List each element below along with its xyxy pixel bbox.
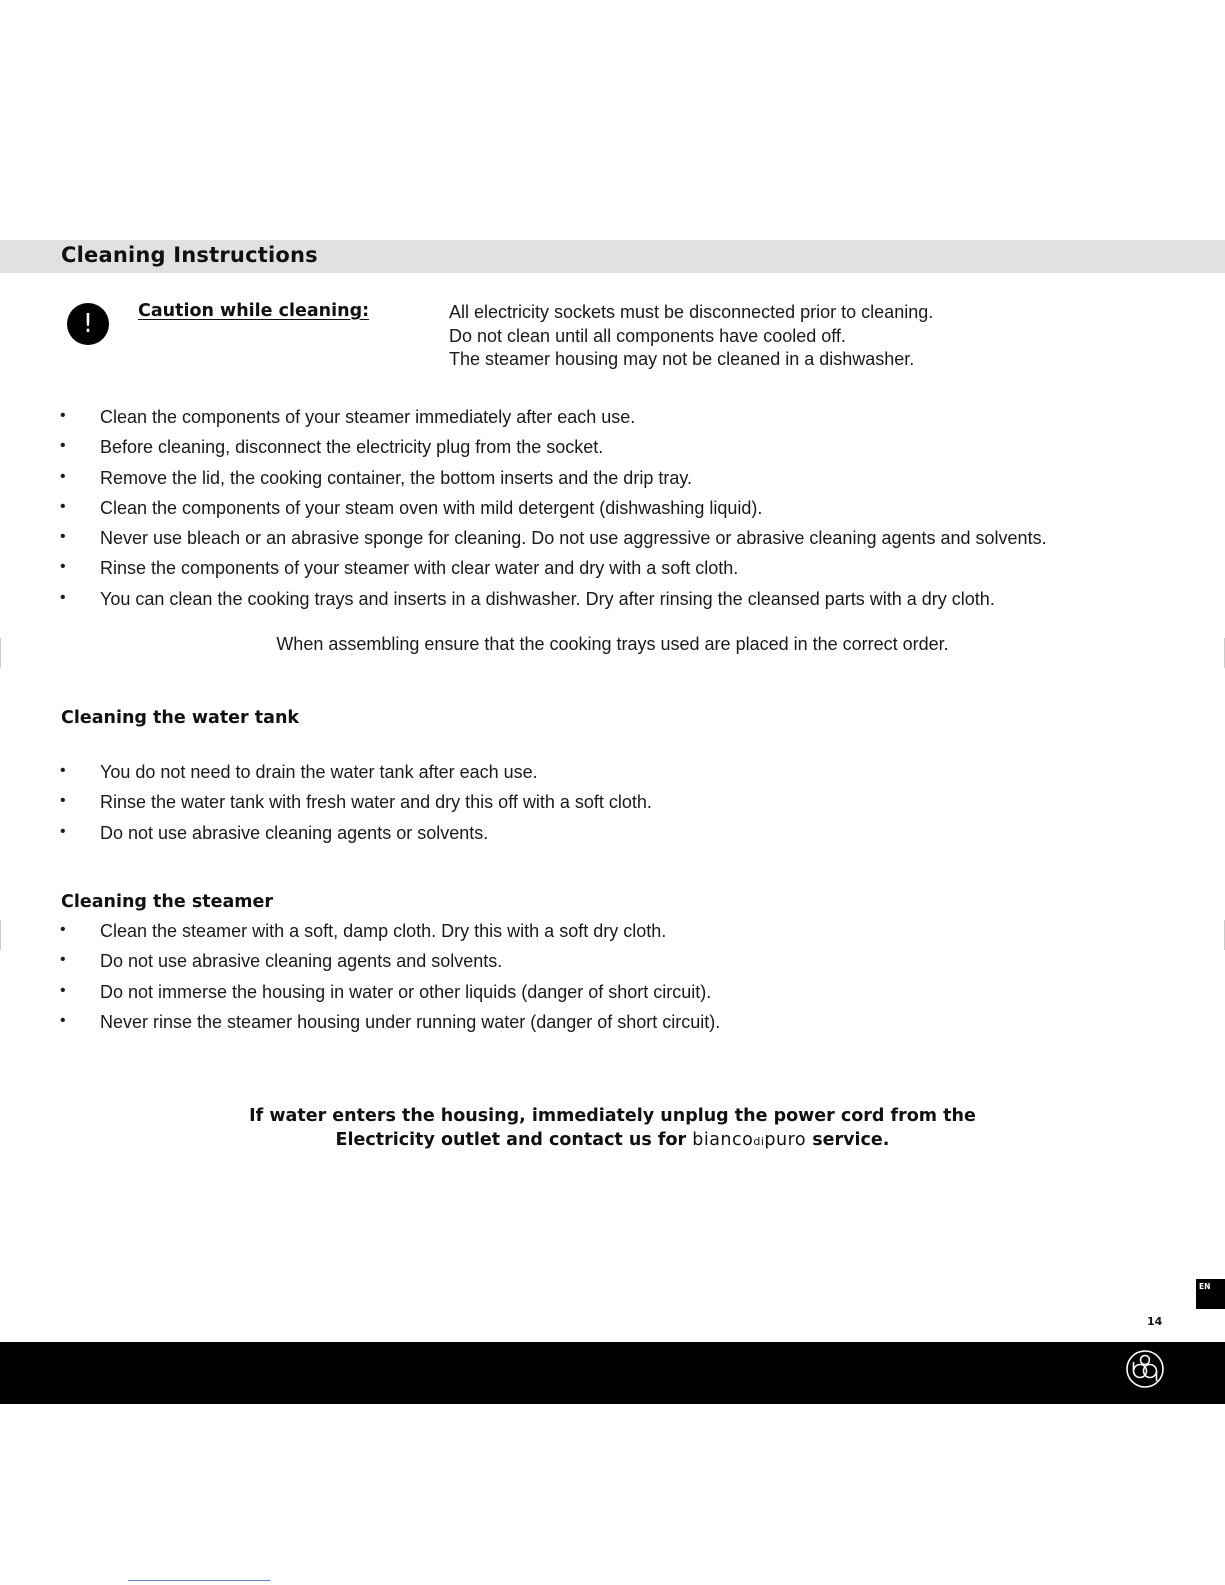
list-item-text: Do not use abrasive cleaning agents or solvents. (100, 822, 489, 843)
water-warning (0, 1105, 1225, 1153)
list-item-text: Before cleaning, disconnect the electricity plug from the socket. (100, 437, 604, 458)
list-item-text: Clean the steamer with a soft, damp cloth. Dry this with a soft dry cloth. (100, 921, 667, 941)
exclamation-glyph: ! (82, 309, 94, 339)
bullet-icon: • (60, 437, 66, 455)
caution-lines (449, 301, 933, 372)
list-item (60, 762, 652, 792)
bullet-icon: • (60, 407, 66, 424)
bullet-icon: • (60, 497, 66, 515)
list-item-text: Do not immerse the housing in water or other liquids (danger of short circuit). (100, 981, 712, 1002)
brand-part: bianco (692, 1129, 754, 1150)
list-item-text: Clean the components of your steam oven with mild detergent (dishwashing liquid). (100, 497, 763, 518)
list-item-text: Remove the lid, the cooking container, the bottom inserts and the drip tray. (100, 467, 692, 488)
section-title: Cleaning Instructions (61, 243, 318, 267)
list-item (60, 468, 1047, 498)
language-badge: EN (1196, 1279, 1225, 1309)
bullet-icon: • (60, 762, 66, 779)
bullet-icon: • (60, 981, 66, 999)
page-number: 14 (1147, 1315, 1163, 1328)
bianco-di-puro-logo-icon (1121, 1345, 1169, 1393)
list-item (60, 498, 1047, 528)
water-tank-heading: Cleaning the water tank (61, 708, 300, 728)
list-item-text: Rinse the components of your steamer with clear water and dry with a soft cloth. (100, 558, 739, 579)
list-item (60, 823, 652, 853)
caution-label: Caution while cleaning: (138, 301, 370, 321)
bullet-icon: • (60, 467, 66, 485)
assembly-note: When assembling ensure that the cooking trays used are placed in the correct order. (276, 634, 949, 654)
water-tank-steps-list (60, 762, 652, 853)
bullet-icon: • (60, 822, 66, 840)
bullet-icon: • (60, 792, 66, 810)
bullet-icon: • (60, 921, 66, 938)
list-item (60, 589, 1047, 619)
margin-tick (0, 920, 1, 950)
warning-line-1: If water enters the housing, immediately unplug the power cord from the (249, 1106, 976, 1126)
list-item-text: Never rinse the steamer housing under running water (danger of short circuit). (100, 1011, 721, 1032)
list-item (60, 1012, 720, 1042)
brand-part: di (753, 1134, 765, 1148)
steamer-steps-list (60, 921, 720, 1042)
list-item-text: Clean the components of your steamer immediately after each use. (100, 407, 636, 427)
list-item (60, 792, 652, 822)
list-item (60, 437, 1047, 467)
bullet-icon: • (60, 951, 66, 969)
list-item-text: Rinse the water tank with fresh water and dry this off with a soft cloth. (100, 792, 652, 813)
warning-text: Electricity outlet and contact us for (335, 1129, 687, 1150)
list-item (60, 951, 720, 981)
bottom-rule (128, 1580, 270, 1581)
list-item (60, 982, 720, 1012)
warning-line-2 (0, 1129, 1225, 1154)
list-item-text: Do not use abrasive cleaning agents and solvents. (100, 951, 503, 972)
list-item (60, 921, 720, 951)
bullet-icon: • (60, 1011, 66, 1029)
bullet-icon: • (60, 558, 66, 576)
caution-line: All electricity sockets must be disconnected prior to cleaning. (449, 302, 934, 322)
brand-part: puro (764, 1129, 807, 1150)
list-item (60, 407, 1047, 437)
list-item (60, 528, 1047, 558)
warning-text: service. (812, 1129, 890, 1150)
list-item (60, 558, 1047, 588)
margin-tick (0, 638, 1, 668)
bullet-icon: • (60, 528, 66, 546)
bullet-icon: • (60, 588, 66, 606)
caution-line: The steamer housing may not be cleaned in a dishwasher. (449, 349, 915, 369)
caution-line: Do not clean until all components have cooled off. (449, 325, 846, 346)
list-item-text: You do not need to drain the water tank after each use. (100, 762, 538, 782)
exclamation-icon (67, 303, 109, 345)
brand-name (692, 1130, 806, 1150)
list-item-text: You can clean the cooking trays and inserts in a dishwasher. Dry after rinsing the cleansed parts with a dry cloth. (100, 588, 995, 609)
list-item-text: Never use bleach or an abrasive sponge for cleaning. Do not use aggressive or abrasive cleaning agents and solvents. (100, 528, 1047, 549)
footer-bar (0, 1342, 1225, 1404)
general-steps-list (60, 407, 1047, 619)
steamer-heading: Cleaning the steamer (61, 892, 274, 912)
